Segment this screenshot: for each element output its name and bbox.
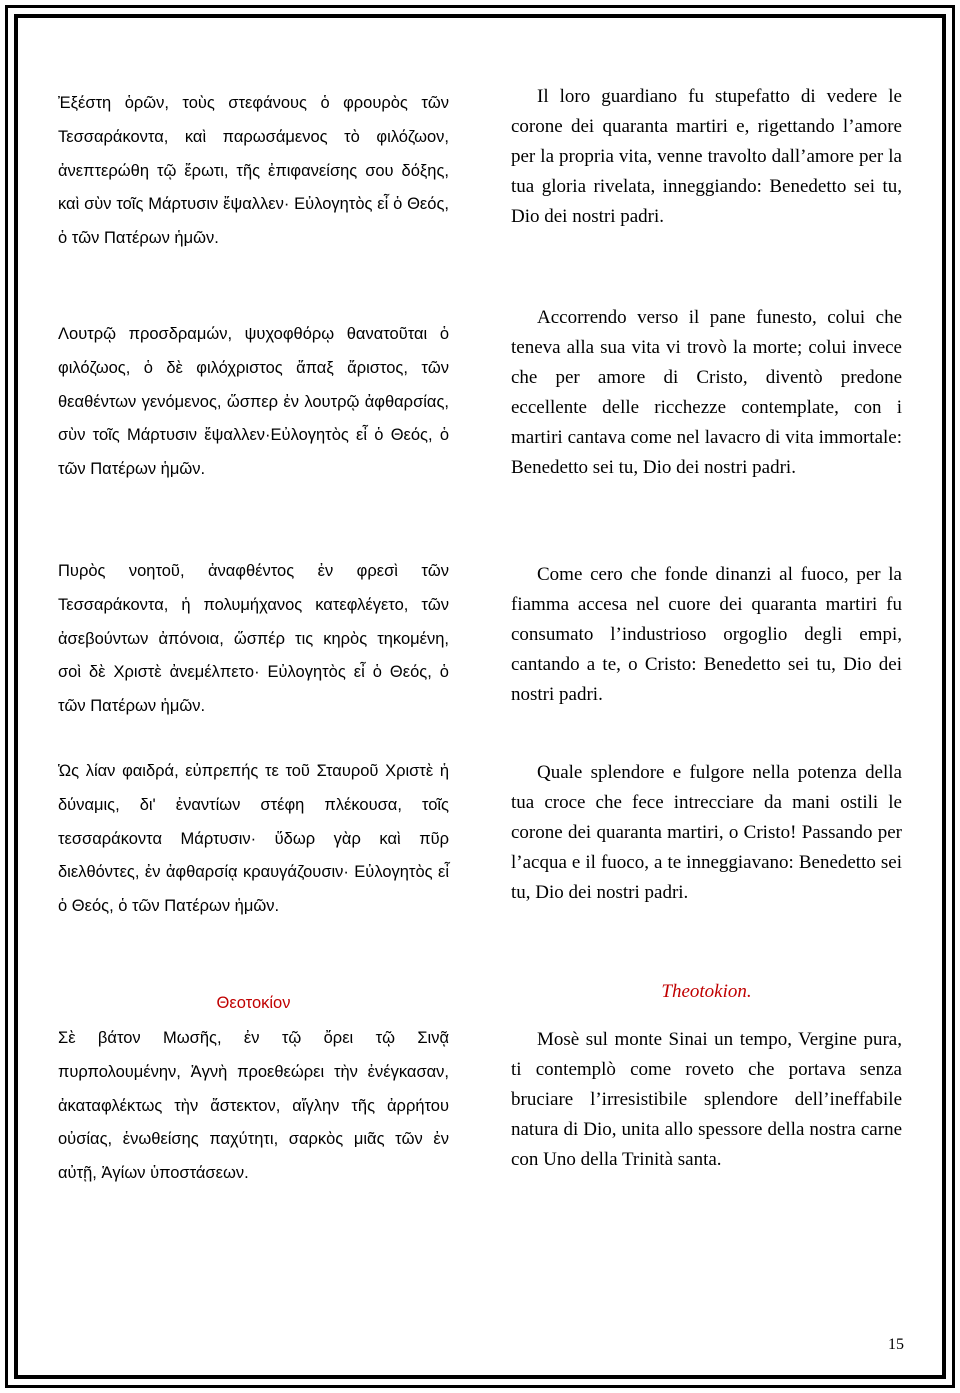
greek-theotokion-title: Θεοτοκίον: [216, 994, 291, 1012]
italian-theotokion-title: Theotokion.: [661, 981, 752, 1002]
page-number: 15: [888, 1336, 904, 1353]
italian-stanza-2: Accorrendo verso il pane funesto, colui che teneva alla sua vita vi trovò la morte; colui invece che per amore di Cristo, diventò predone eccellente delle ricchezze contemplate, con i martiri cantava come nel lavacro di vita immortale: Benedetto sei tu, Dio dei nostri padri.: [511, 307, 902, 478]
greek-stanza-2: Λουτρῷ προσδραμών, ψυχοφθόρῳ θανατοῦται ὁ φιλόζωος, ὁ δὲ φιλόχριστος ἅπαξ ἄριστος, τῶν θεαθέντων γενόμενος, ὥσπερ ἐν λουτρῷ ἀφθαρσίας, σὺν τοῖς Μάρτυσιν ἔψαλλεν·Εὐλογητὸς εἶ ὁ Θεός, ὁ τῶν Πατέρων ἡμῶν.: [58, 325, 449, 479]
italian-stanza-4: Quale splendore e fulgore nella potenza della tua croce che fece intrecciare da mani ostili le corone dei quaranta martiri, o Cristo! Passando per l’acqua e il fuoco, a te inneggiavano: Benedetto sei tu, Dio dei nostri padri.: [511, 762, 902, 903]
italian-theotokion: Mosè sul monte Sinai un tempo, Vergine pura, ti contemplò come roveto che portava senza bruciare l’irresistibile splendore dell’ineffabile natura di Dio, unita allo spessore della nostra carne con Uno della Trinità santa.: [511, 1029, 902, 1170]
greek-theotokion: Σὲ βάτον Μωσῆς, ἐν τῷ ὄρει τῷ Σινᾷ πυρπολουμένην, Ἁγνὴ προεθεώρει τὴν ἐνέγκασαν, ἀκαταφλέκτως τὴν ἄστεκτον, αἴγλην τῆς ἀρρήτου οὐσίας, ἑνωθείσης παχύτητι, σαρκὸς μιᾶς τῶν ἐν αὐτῇ, Ἁγίων ὑποστάσεων.: [58, 1029, 449, 1183]
italian-stanza-1: Il loro guardiano fu stupefatto di vedere le corone dei quaranta martiri e, rigettando l’amore per la propria vita, venne travolto dall’amore per la tua gloria rivelata, inneggiando: Benedetto sei tu, Dio dei nostri padri.: [511, 86, 902, 227]
italian-stanza-3: Come cero che fonde dinanzi al fuoco, per la fiamma accesa nel cuore dei quaranta martiri fu consumato l’industrioso orgoglio degli empi, cantando a te, o Cristo: Benedetto sei tu, Dio dei nostri padri.: [511, 564, 902, 705]
greek-stanza-4: Ὡς λίαν φαιδρά, εὐπρεπής τε τοῦ Σταυροῦ Χριστὲ ἡ δύναμις, δι' ἐναντίων στέφη πλέκουσα, τοῖς τεσσαράκοντα Μάρτυσιν· ὕδωρ γὰρ καὶ πῦρ διελθόντες, ἐν ἀφθαρσίᾳ κραυγάζουσιν· Εὐλογητὸς εἶ ὁ Θεός, ὁ τῶν Πατέρων ἡμῶν.: [58, 762, 449, 916]
greek-stanza-1: Ἐξέστη ὁρῶν, τοὺς στεφάνους ὁ φρουρὸς τῶν Τεσσαράκοντα, καὶ παρωσάμενος τὸ φιλόζωον, ἀνεπτερώθη τῷ ἔρωτι, τῆς ἐπιφανείσης σου δόξης, καὶ σὺν τοῖς Μάρτυσιν ἔψαλλεν· Εὐλογητὸς εἶ ὁ Θεός, ὁ τῶν Πατέρων ἡμῶν.: [58, 94, 449, 248]
greek-stanza-3: Πυρὸς νοητοῦ, ἀναφθέντος ἐν φρεσὶ τῶν Τεσσαράκοντα, ἡ πολυμήχανος κατεφλέγετο, τῶν ἀσεβούντων ἀπόνοια, ὥσπέρ τις κηρὸς τηκομένη, σοὶ δὲ Χριστὲ ἀνεμέλπετο· Εὐλογητὸς εἶ ὁ Θεός, ὁ τῶν Πατέρων ἡμῶν.: [58, 562, 449, 716]
